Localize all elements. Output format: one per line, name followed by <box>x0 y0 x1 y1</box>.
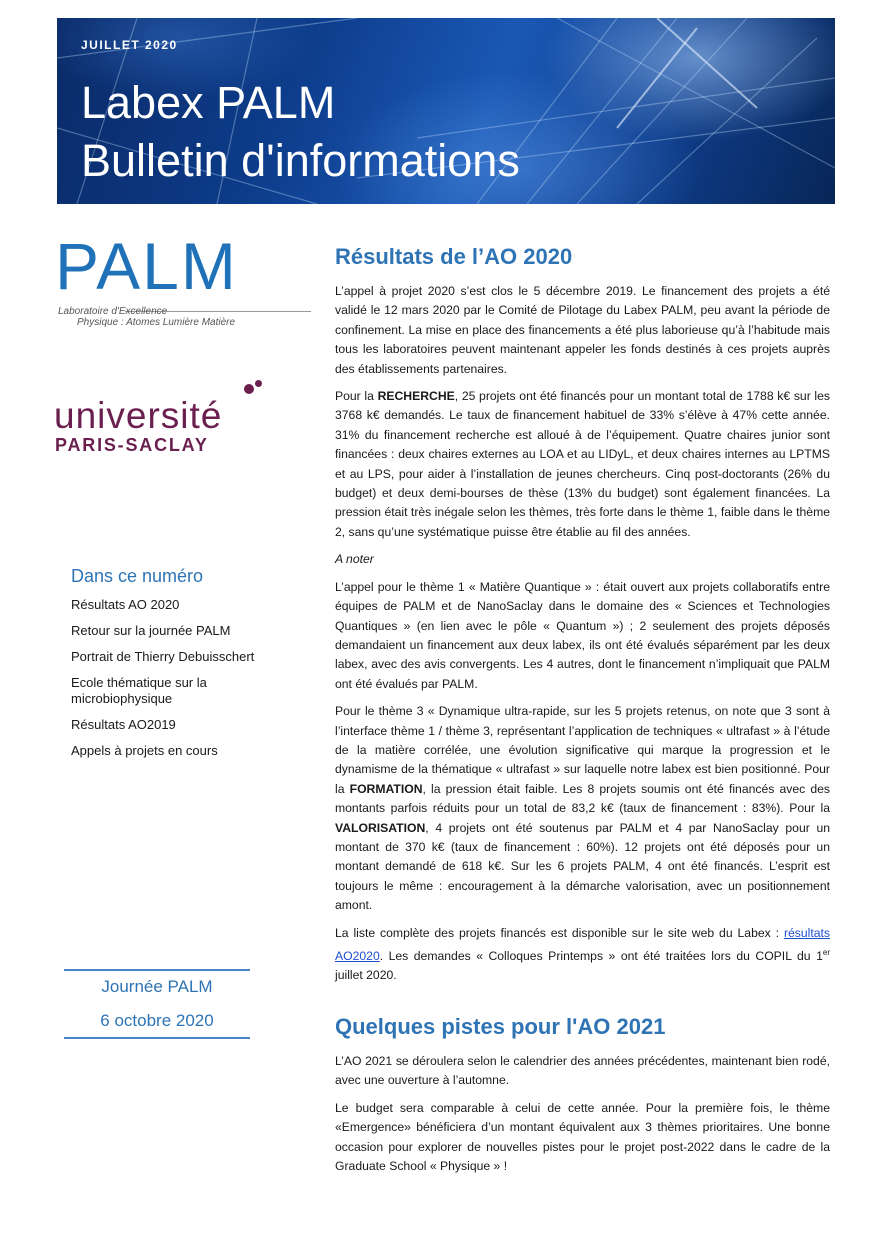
logo-dot-small <box>255 380 262 387</box>
header-banner <box>57 18 835 204</box>
text-run: Pour le thème 3 « Dynamique ultra-rapide, sur les 5 projets retenus, on note que 3 sont à l’interface thème 1 / thème 3, représentant l’application de techniques « ultrafast » à l’étude de la matière corrélée, une évolution significative qui marque la progression et le dynamisme de la thématique « ultrafast » sur laquelle notre labex est bien positionné. Pour la <box>335 704 830 796</box>
keyword-formation: FORMATION <box>349 781 423 796</box>
text-run: , 4 projets ont été soutenus par PALM et 4 par NanoSaclay pour un montant de 370 k€ (taux de financement : 60%). 12 projets ont été déposés pour un montant demandé de 618 k€. Sur les 6 projets PALM, 4 ont été financés. L’esprit est toujours le même : encouragement à la démarche valorisation, avec un positionnement amont. <box>335 820 830 913</box>
text-run: juillet 2020. <box>335 968 397 983</box>
superscript: er <box>822 948 830 957</box>
text-run: . Les demandes « Colloques Printemps » ont été traitées lors du COPIL du 1 <box>379 949 823 964</box>
paragraph-intro: L’appel à projet 2020 s’est clos le 5 décembre 2019. Le financement des projets a été validé le 12 mars 2020 par le Comité de Pilotage du Labex PALM, peu avant la période de confinement. La mise en place des financements a été plus laborieuse qu’à l’habitude mais tous les laboratoires peuvent maintenant appeler les fonds destinés à ces projets auprès des établissements partenaires. <box>335 284 830 376</box>
palm-logo-subtitle-2: Physique : Atomes Lumière Matière <box>77 317 236 328</box>
paragraph-a-noter <box>335 550 830 569</box>
ups-logo-subword: PARIS-SACLAY <box>55 435 209 455</box>
event-name: Journée PALM <box>101 977 213 996</box>
universite-paris-saclay-logo <box>54 380 274 470</box>
toc-item-ecole-thematique[interactable]: Ecole thématique sur la microbiophysique <box>71 675 207 706</box>
paragraph-liste-complete <box>335 924 830 986</box>
toc-item-appels-projets[interactable]: Appels à projets en cours <box>71 743 218 758</box>
toc-item-portrait[interactable]: Portrait de Thierry Debuisschert <box>71 649 255 664</box>
paragraph-ao-2021-calendar: L’AO 2021 se déroulera selon le calendrier des années précédentes, maintenant bien rodé, avec une ouverture à l’automne. <box>335 1053 830 1088</box>
resultats-ao2020-link[interactable]: résultats AO2020 <box>335 925 830 964</box>
text-run: La liste complète des projets financés est disponible sur le site web du Labex : <box>335 925 784 940</box>
paragraph-ao-2021-budget: Le budget sera comparable à celui de cette année. Pour la première fois, le thème «Emergence» bénéficiera d’un montant équivalent aux 3 thèmes prioritaires. Une bonne occasion pour explorer de nouvelles pistes pour le projet post-2022 dans le cadre de la Graduate School « Physique » ! <box>335 1100 830 1173</box>
title-line-2: Bulletin d'informations <box>81 135 520 186</box>
toc-item-resultats-ao-2020[interactable]: Résultats AO 2020 <box>71 597 180 612</box>
palm-logo <box>55 229 265 332</box>
event-bottom-rule <box>64 1037 250 1039</box>
toc-item-resultats-ao2019[interactable]: Résultats AO2019 <box>71 717 176 732</box>
title-line-1: Labex PALM <box>81 77 336 128</box>
logo-dot-large <box>244 384 254 394</box>
a-noter-label: A noter <box>335 552 374 567</box>
event-callout <box>64 969 250 1039</box>
keyword-recherche: RECHERCHE <box>377 389 455 404</box>
event-top-rule <box>64 969 250 971</box>
paragraph-theme-3 <box>335 702 830 915</box>
paragraph-theme-1: L’appel pour le thème 1 « Matière Quantique » : était ouvert aux projets collaboratifs entre équipes de PALM et de NanoSaclay dans le domaine des « Sciences et Technologies Quantiques » (en lien avec le pôle « Quantum ») ; 2 seulement des projets déposés demandaient un financement aux deux labex, ils ont été évalués séparément par les deux labex, avec des avis convergents. Les 4 autres, dont le financement n’impliquait que PALM ont été évalués par PALM. <box>335 579 830 691</box>
event-date: 6 octobre 2020 <box>100 1011 214 1030</box>
text-run: Pour la <box>335 389 378 404</box>
text-run: , 25 projets ont été financés pour un montant total de 1788 k€ sur les 3768 k€ demandés. Le taux de financement habituel de 33% s’élève à 47% cette année. 31% du financement recherche est alloué à de l’équipement. Quatre chaires junior sont financées : deux chaires externes au LOA et au LIDyL, et deux chaires internes au LPTMS et au LPS, pour aider à l’installation de jeunes chercheurs. Cinq post-doctorants (26% du budget) et deux demi-bourses de thèse (13% du budget) sont également financées. La pression était très inégale selon les thèmes, très forte dans le thème 1, faible dans le thème 2, sans qu’une systématique puisse être établie au fil des années. <box>335 389 830 539</box>
keyword-valorisation: VALORISATION <box>335 820 426 835</box>
page-title <box>81 74 520 190</box>
text-run: , la pression était faible. Les 8 projets soumis ont été financés avec des montants parfois réduits pour un total de 83,2 k€ (taux de financement : 83%). Pour la <box>335 781 830 816</box>
ups-logo-word: université <box>54 395 223 436</box>
palm-logo-subtitle-1: Laboratoire d'Excellence <box>58 306 168 317</box>
paragraph-recherche <box>335 387 830 542</box>
toc-title: Dans ce numéro <box>71 566 204 586</box>
main-content <box>335 242 830 1184</box>
issue-date: JUILLET 2020 <box>81 38 178 52</box>
section-title-ao-2020: Résultats de l’AO 2020 <box>335 244 573 269</box>
toc-item-journee-palm[interactable]: Retour sur la journée PALM <box>71 623 231 638</box>
section-title-ao-2021: Quelques pistes pour l'AO 2021 <box>335 1013 666 1039</box>
palm-logo-word: PALM <box>55 229 238 303</box>
table-of-contents <box>71 566 281 769</box>
